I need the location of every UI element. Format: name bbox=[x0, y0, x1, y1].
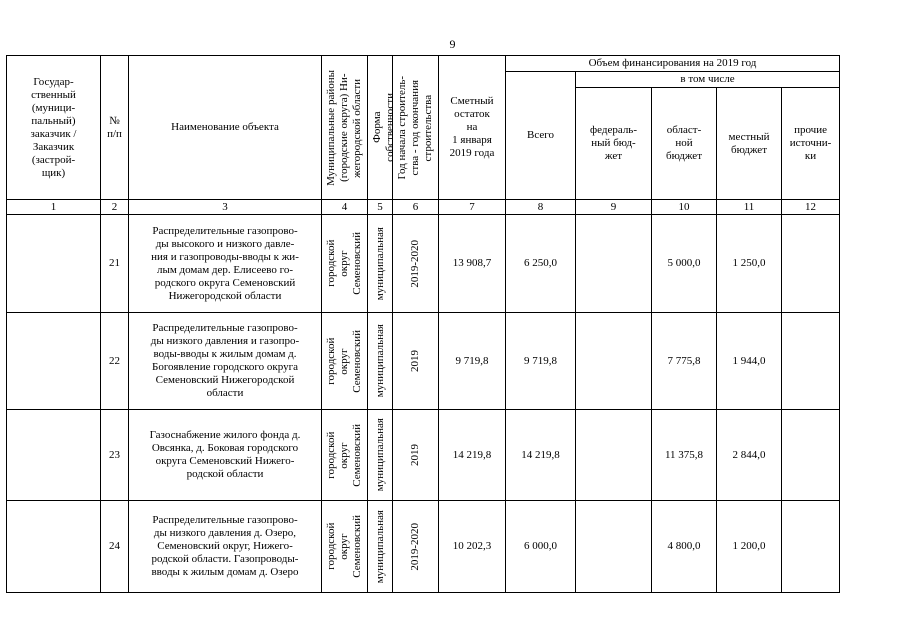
row-number: 24 bbox=[101, 501, 129, 593]
header-num: № п/п bbox=[101, 56, 129, 200]
column-number: 12 bbox=[782, 200, 840, 215]
other bbox=[782, 215, 840, 313]
district-cell bbox=[322, 410, 368, 501]
local: 2 844,0 bbox=[717, 410, 782, 501]
header-ownership-cell bbox=[368, 56, 396, 200]
federal bbox=[576, 313, 652, 410]
header-customer: Государ- ственный (муници- пальный) заказчик / Заказчик (застрой- щик) bbox=[7, 56, 101, 200]
total: 6 250,0 bbox=[506, 215, 576, 313]
header-years-cell bbox=[393, 56, 439, 200]
column-number: 3 bbox=[129, 200, 322, 215]
header-districts: Муниципальные районы (городские округа) Ни- жегородской области bbox=[325, 69, 363, 186]
ownership: муниципальная bbox=[373, 324, 386, 398]
header-federal: федераль- ный бюд- жет bbox=[576, 88, 652, 200]
column-number: 8 bbox=[506, 200, 576, 215]
column-number: 4 bbox=[322, 200, 368, 215]
header-including: в том числе bbox=[576, 72, 840, 88]
district-cell bbox=[322, 313, 368, 410]
column-number: 5 bbox=[368, 200, 393, 215]
years: 2019 bbox=[409, 350, 421, 372]
ownership: муниципальная bbox=[373, 509, 386, 584]
estimate: 14 219,8 bbox=[439, 410, 506, 501]
page-number: 9 bbox=[449, 37, 456, 51]
federal bbox=[576, 410, 652, 501]
district-cell bbox=[322, 215, 368, 313]
ownership-cell bbox=[368, 501, 393, 593]
column-number-row bbox=[7, 200, 840, 215]
total: 6 000,0 bbox=[506, 501, 576, 593]
header-other: прочие источни- ки bbox=[782, 88, 840, 200]
years: 2019-2020 bbox=[409, 239, 421, 288]
regional: 11 375,8 bbox=[652, 410, 717, 501]
local: 1 944,0 bbox=[717, 313, 782, 410]
years-cell bbox=[393, 501, 439, 593]
column-number: 9 bbox=[576, 200, 652, 215]
regional: 4 800,0 bbox=[652, 501, 717, 593]
table-row bbox=[7, 215, 840, 313]
object-name: Газоснабжение жилого фонда д. Овсянка, д. Боковая городского округа Семеновский Нижего- родской области bbox=[129, 410, 322, 501]
local: 1 250,0 bbox=[717, 215, 782, 313]
customer-cell bbox=[7, 215, 101, 313]
regional: 5 000,0 bbox=[652, 215, 717, 313]
other bbox=[782, 501, 840, 593]
district: городской округ Семеновский bbox=[325, 423, 363, 487]
federal bbox=[576, 501, 652, 593]
other bbox=[782, 410, 840, 501]
object-name: Распределительные газопрово- ды низкого давления и газопро- воды-вводы к жилым домам д. Богоявление городского округа Семеновский Нижегородской области bbox=[129, 313, 322, 410]
object-name: Распределительные газопрово- ды низкого давления д. Озеро, Семеновский округ, Нижего- родской области. Газопроводы- вводы к жилым домам д. Озеро bbox=[129, 501, 322, 593]
years-cell bbox=[393, 215, 439, 313]
customer-cell bbox=[7, 410, 101, 501]
district: городской округ Семеновский bbox=[325, 329, 363, 393]
customer-cell bbox=[7, 501, 101, 593]
header-years: Год начала строитель- ства - год окончания строительства bbox=[396, 75, 434, 180]
ownership-cell bbox=[368, 410, 393, 501]
header-districts-cell bbox=[322, 56, 368, 200]
customer-cell bbox=[7, 313, 101, 410]
other bbox=[782, 313, 840, 410]
header-regional: област- ной бюджет bbox=[652, 88, 717, 200]
ownership-cell bbox=[368, 313, 393, 410]
table-row bbox=[7, 501, 840, 593]
funding-table bbox=[6, 55, 840, 593]
total: 9 719,8 bbox=[506, 313, 576, 410]
header-total: Всего bbox=[506, 72, 576, 200]
estimate: 13 908,7 bbox=[439, 215, 506, 313]
local: 1 200,0 bbox=[717, 501, 782, 593]
years-cell bbox=[393, 313, 439, 410]
estimate: 9 719,8 bbox=[439, 313, 506, 410]
column-number: 6 bbox=[393, 200, 439, 215]
column-number: 1 bbox=[7, 200, 101, 215]
district-cell bbox=[322, 501, 368, 593]
column-number: 10 bbox=[652, 200, 717, 215]
regional: 7 775,8 bbox=[652, 313, 717, 410]
header-name: Наименование объекта bbox=[129, 56, 322, 200]
header-funding: Объем финансирования на 2019 год bbox=[506, 56, 840, 72]
column-number: 7 bbox=[439, 200, 506, 215]
ownership-cell bbox=[368, 215, 393, 313]
years: 2019-2020 bbox=[409, 522, 421, 571]
header-local: местный бюджет bbox=[717, 88, 782, 200]
years-cell bbox=[393, 410, 439, 501]
row-number: 22 bbox=[101, 313, 129, 410]
row-number: 23 bbox=[101, 410, 129, 501]
header-estimate: Сметный остаток на 1 января 2019 года bbox=[439, 56, 506, 200]
row-number: 21 bbox=[101, 215, 129, 313]
estimate: 10 202,3 bbox=[439, 501, 506, 593]
column-number: 2 bbox=[101, 200, 129, 215]
district: городской округ Семеновский bbox=[325, 232, 363, 295]
table-row bbox=[7, 313, 840, 410]
ownership: муниципальная bbox=[373, 418, 386, 492]
ownership: муниципальная bbox=[373, 226, 386, 301]
object-name: Распределительные газопрово- ды высокого и низкого давле- ния и газопроводы-вводы к жи- лым домам дер. Елисеево го- родского округа Семеновский Нижегородской области bbox=[129, 215, 322, 313]
total: 14 219,8 bbox=[506, 410, 576, 501]
header-ownership: Форма собственности bbox=[371, 93, 396, 162]
table-row bbox=[7, 410, 840, 501]
column-number: 11 bbox=[717, 200, 782, 215]
federal bbox=[576, 215, 652, 313]
years: 2019 bbox=[409, 444, 421, 466]
district: городской округ Семеновский bbox=[325, 515, 363, 578]
